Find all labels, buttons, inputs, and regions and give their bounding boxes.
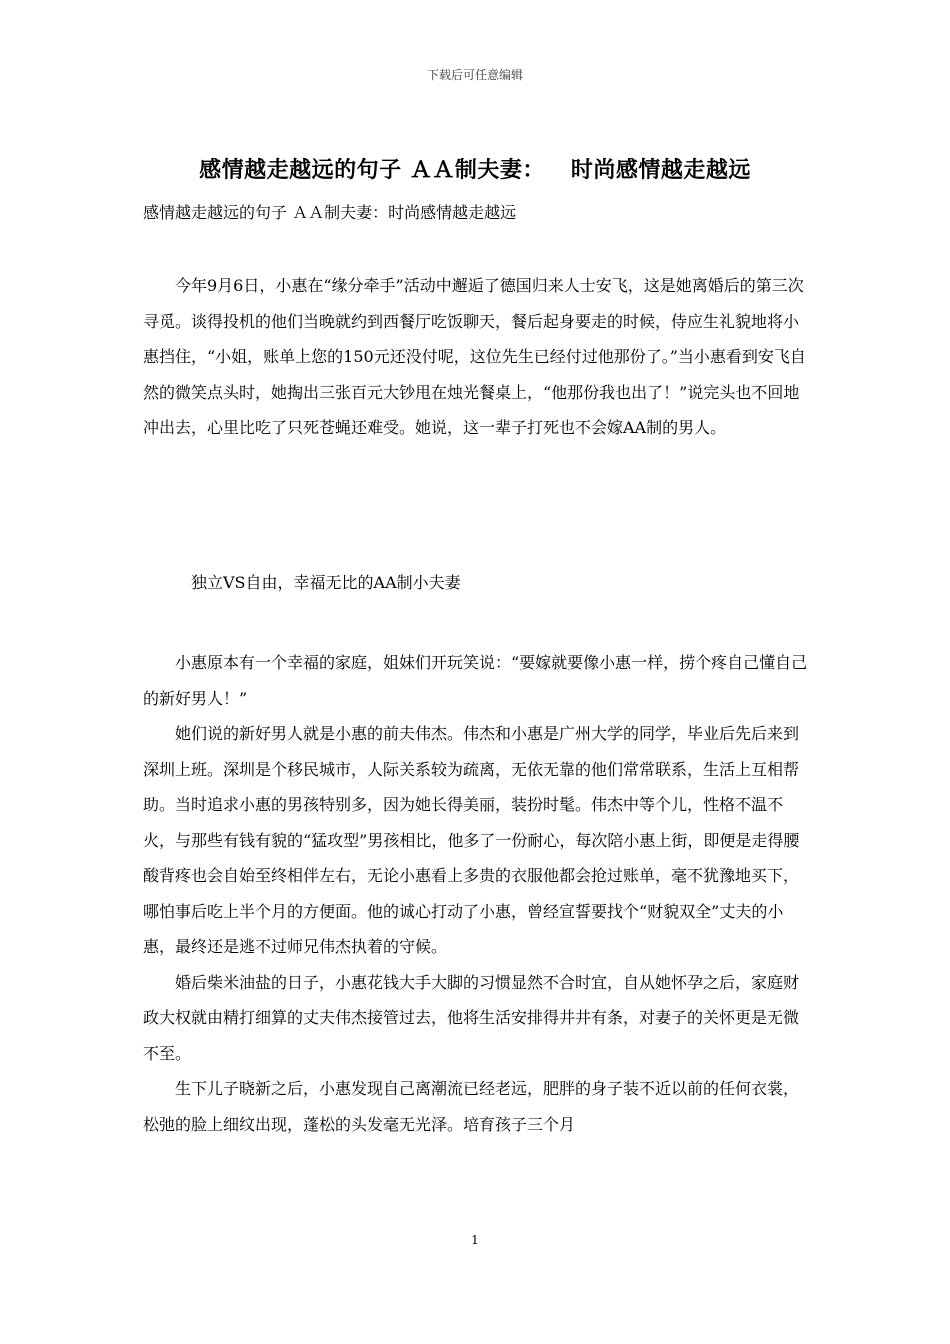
document-subtitle: 感情越走越远的句子 ＡＡ制夫妻：时尚感情越走越远 (143, 203, 517, 222)
main-section (143, 645, 813, 1142)
page-number: 1 (471, 1233, 479, 1247)
paragraph: 她们说的新好男人就是小惠的前夫伟杰。伟杰和小惠是广州大学的同学，毕业后先后来到深圳上班。深圳是个移民城市，人际关系较为疏离，无依无靠的他们常常联系，生活上互相帮助。当时追求小惠的男孩特别多，因为她长得美丽，装扮时髦。伟杰中等个儿，性格不温不火，与那些有钱有貌的“猛攻型”男孩相比，他多了一份耐心，每次陪小惠上街，即便是走得腰酸背疼也会自始至终相伴左右，无论小惠看上多贵的衣服他都会抢过账单，毫不犹豫地买下，哪怕事后吃上半个月的方便面。他的诚心打动了小惠，曾经宣誓要找个“财貌双全”丈夫的小惠，最终还是逃不过师兄伟杰执着的守候。 (143, 724, 800, 956)
page-header: 下载后可任意编辑 (426, 68, 523, 82)
paragraph: 今年9月6日，小惠在“缘分牵手”活动中邂逅了德国归来人士安飞，这是她离婚后的第三次寻觅。谈得投机的他们当晚就约到西餐厅吃饭聊天，餐后起身要走的时候，侍应生礼貌地将小惠挡住，“小姐，账单上您的150元还没付呢，这位先生已经付过他那份了。”当小惠看到安飞自然的微笑点头时，她掏出三张百元大钞甩在烛光餐桌上，“他那份我也出了！”说完头也不回地冲出去，心里比吃了只死苍蝇还难受。她说，这一辈子打死也不会嫁AA制的男人。 (143, 276, 806, 437)
paragraph: 婚后柴米油盐的日子，小惠花钱大手大脚的习惯显然不合时宜，自从她怀孕之后，家庭财政大权就由精打细算的丈夫伟杰接管过去，他将生活安排得井井有条，对妻子的关怀更是无微不至。 (143, 972, 800, 1063)
paragraph: 小惠原本有一个幸福的家庭，姐妹们开玩笑说：“要嫁就要像小惠一样，捞个疼自己懂自己的新好男人！” (143, 653, 808, 708)
section-heading: 独立VS自由，幸福无比的AA制小夫妻 (191, 573, 461, 592)
paragraph: 生下儿子晓新之后，小惠发现自己离潮流已经老远，肥胖的身子装不近以前的任何衣裳，松弛的脸上细纹出现，蓬松的头发毫无光泽。培育孩子三个月 (143, 1079, 800, 1134)
title-part-1: 感情越走越远的句子 ＡＡ制夫妻： (199, 157, 545, 183)
title-part-2: 时尚感情越走越远 (570, 157, 751, 183)
intro-section (143, 268, 813, 446)
document-title (0, 153, 950, 184)
